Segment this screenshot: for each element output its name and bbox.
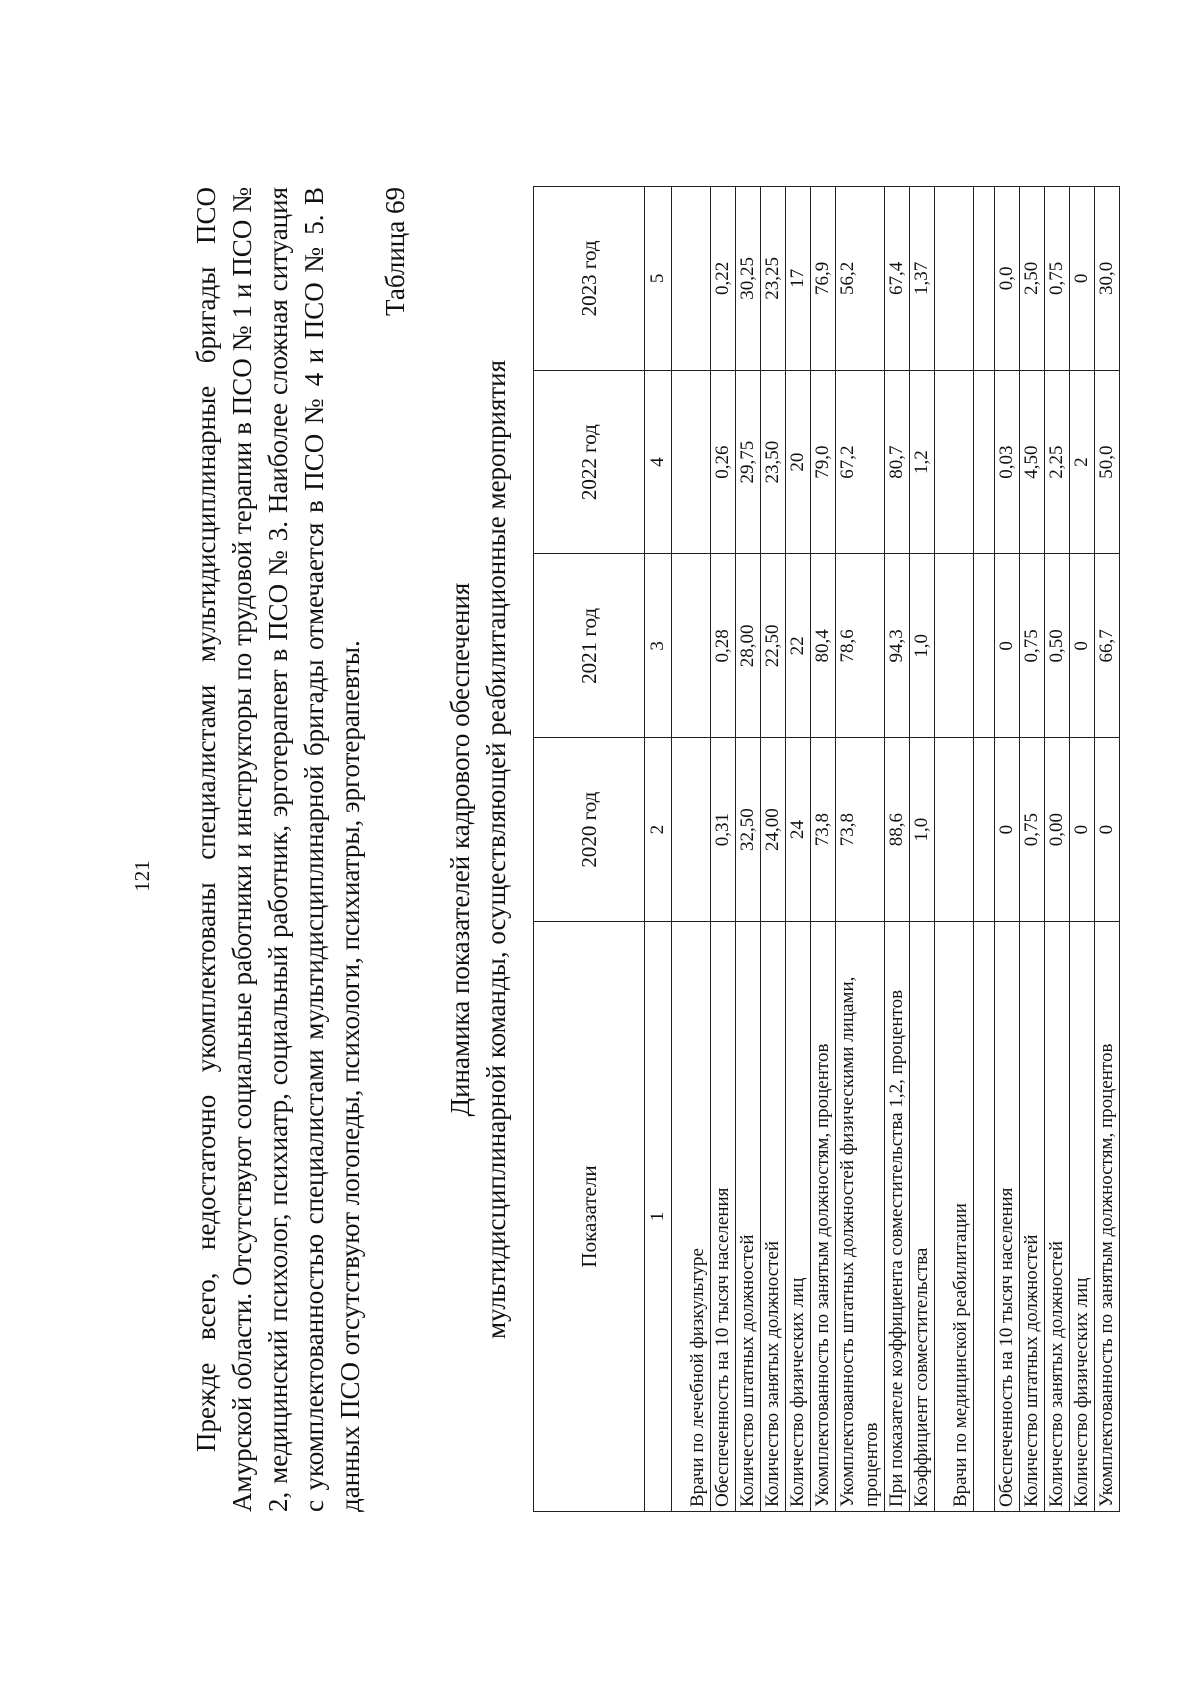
row-label: Укомплектованность штатных должностей физическими лицами, процентов: [836, 922, 885, 1512]
cell-2020: 24: [786, 738, 811, 922]
table-row: [1095, 187, 1120, 1512]
table-row: [811, 187, 836, 1512]
cell-2022: 4,50: [1020, 370, 1045, 554]
cell-2022: 67,2: [836, 370, 885, 554]
table-row: [1045, 187, 1070, 1512]
cell-2020: 0,75: [1020, 738, 1045, 922]
column-number: 3: [645, 554, 672, 738]
cell-2022: 1,2: [910, 370, 935, 554]
cell-2021: 66,7: [1095, 554, 1120, 738]
caption-line-2: мультидисциплинарной команды, осуществляющей реабилитационные мероприятия: [481, 359, 511, 1340]
cell-2021: 1,0: [910, 554, 935, 738]
cell-2023: 67,4: [885, 187, 910, 371]
row-label: Количество занятых должностей: [761, 922, 786, 1512]
cell-2020: 73,8: [836, 738, 885, 922]
cell-2022: 23,50: [761, 370, 786, 554]
header-2023: 2023 год: [534, 187, 645, 371]
cell-2022: 20: [786, 370, 811, 554]
header-indicators: Показатели: [534, 922, 645, 1512]
cell-2020: 0: [995, 738, 1020, 922]
table-caption: [442, 187, 514, 1512]
cell-2023: 30,0: [1095, 187, 1120, 371]
header-2022: 2022 год: [534, 370, 645, 554]
cell-2020: 0: [1095, 738, 1120, 922]
row-label: Укомплектованность по занятым должностям, процентов: [811, 922, 836, 1512]
cell-2020: 32,50: [736, 738, 761, 922]
column-number: 4: [645, 370, 672, 554]
column-number-row: [645, 187, 672, 1512]
body-paragraph: Прежде всего, недостаточно укомплектованы специалистами мультидисциплинарные бригады ПСО Амурской области. Отсутствуют социальные работники и инструкторы по трудовой терапии в ПСО № 1 и ПСО № 2, медицинский психолог, психиатр, социальный работник, эрготерапевт в ПСО № 3. Наиболее сложная ситуация с укомплектованностью специалистами мультидисциплинарной бригады отмечается в ПСО № 4 и ПСО № 5. В данных ПСО отсутствуют логопеды, психологи, психиатры, эрготерапевты.: [191, 187, 365, 1512]
row-label: Количество занятых должностей: [1045, 922, 1070, 1512]
staffing-table: [533, 186, 1120, 1512]
cell-2021: 0: [995, 554, 1020, 738]
column-number: 1: [645, 922, 672, 1512]
cell-2021: 28,00: [736, 554, 761, 738]
row-label: При показателе коэффициента совместительства 1,2, процентов: [885, 922, 910, 1512]
column-number: 2: [645, 738, 672, 922]
cell-2021: 0: [1070, 554, 1095, 738]
section-title-lfk: Врачи по лечебной физкультуре: [672, 922, 711, 1512]
row-label: Обеспеченность на 10 тысяч населения: [995, 922, 1020, 1512]
cell-2020: 0: [1070, 738, 1095, 922]
cell-2023: 56,2: [836, 187, 885, 371]
cell-2022: 80,7: [885, 370, 910, 554]
cell-2020: 88,6: [885, 738, 910, 922]
cell-2021: 22,50: [761, 554, 786, 738]
cell-2020: 0,00: [1045, 738, 1070, 922]
header-row: [534, 187, 645, 1512]
table-row: [995, 187, 1020, 1512]
row-label: Количество физических лиц: [786, 922, 811, 1512]
column-number: 5: [645, 187, 672, 371]
cell-2023: 0,22: [711, 187, 736, 371]
cell-2020: 1,0: [910, 738, 935, 922]
spacer-row: [974, 187, 995, 1512]
row-label: Коэффициент совместительства: [910, 922, 935, 1512]
section-title-med-rehab: Врачи по медицинской реабилитации: [935, 922, 974, 1512]
cell-2022: 50,0: [1095, 370, 1120, 554]
cell-2023: 1,37: [910, 187, 935, 371]
row-label: Обеспеченность на 10 тысяч населения: [711, 922, 736, 1512]
cell-2023: 0,75: [1045, 187, 1070, 371]
table-row: [786, 187, 811, 1512]
cell-2020: 73,8: [811, 738, 836, 922]
cell-2022: 79,0: [811, 370, 836, 554]
caption-line-1: Динамика показателей кадрового обеспечения: [445, 582, 475, 1117]
section-header-row: [672, 187, 711, 1512]
row-label: Количество физических лиц: [1070, 922, 1095, 1512]
cell-2023: 76,9: [811, 187, 836, 371]
table-row: [1020, 187, 1045, 1512]
cell-2023: 30,25: [736, 187, 761, 371]
cell-2023: 23,25: [761, 187, 786, 371]
cell-2022: 0,26: [711, 370, 736, 554]
table-row: [711, 187, 736, 1512]
cell-2021: 0,75: [1020, 554, 1045, 738]
row-label: Количество штатных должностей: [1020, 922, 1045, 1512]
table-row: [885, 187, 910, 1512]
cell-2023: 0,0: [995, 187, 1020, 371]
cell-2021: 80,4: [811, 554, 836, 738]
cell-2023: 17: [786, 187, 811, 371]
cell-2021: 78,6: [836, 554, 885, 738]
cell-2020: 24,00: [761, 738, 786, 922]
section-header-row: [935, 187, 974, 1512]
rotated-content: [130, 110, 1130, 1642]
table-row: [761, 187, 786, 1512]
cell-2022: 0,03: [995, 370, 1020, 554]
cell-2021: 22: [786, 554, 811, 738]
page-number: 121: [130, 860, 154, 892]
cell-2021: 0,28: [711, 554, 736, 738]
cell-2021: 94,3: [885, 554, 910, 738]
cell-2022: 2: [1070, 370, 1095, 554]
table-row: [1070, 187, 1095, 1512]
table-row: [836, 187, 885, 1512]
header-2021: 2021 год: [534, 554, 645, 738]
table-row: [736, 187, 761, 1512]
cell-2022: 29,75: [736, 370, 761, 554]
cell-2023: 2,50: [1020, 187, 1045, 371]
header-2020: 2020 год: [534, 738, 645, 922]
table-row: [910, 187, 935, 1512]
cell-2020: 0,31: [711, 738, 736, 922]
cell-2023: 0: [1070, 187, 1095, 371]
table-number: Таблица 69: [380, 187, 410, 316]
row-label: Количество штатных должностей: [736, 922, 761, 1512]
cell-2022: 2,25: [1045, 370, 1070, 554]
row-label: Укомплектованность по занятым должностям, процентов: [1095, 922, 1120, 1512]
cell-2021: 0,50: [1045, 554, 1070, 738]
